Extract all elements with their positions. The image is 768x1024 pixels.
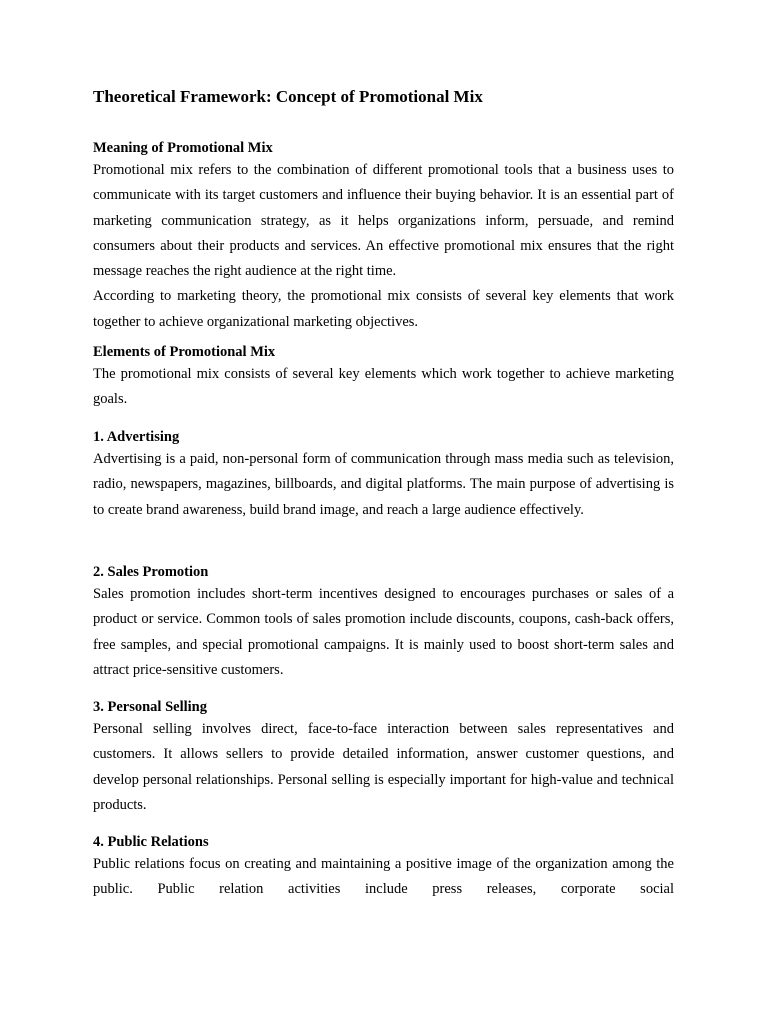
paragraph-meaning-definition: Promotional mix refers to the combination of different promotional tools that a business uses to communicate with its target customers and influence their buying behavior. It is an essential part of marketing communication strategy, as it helps organizations inform, persuade, and remind consumers about their products and services. An effective promotional mix ensures that the right message reaches the right audience at the right time. — [93, 162, 674, 280]
paragraph-advertising: Advertising is a paid, non-personal form of communication through mass media such as television, radio, newspapers, magazines, billboards, and digital platforms. The main purpose of advertising is to create brand awareness, build brand image, and reach a large audience effectively. — [93, 451, 674, 518]
section-heading-elements: Elements of Promotional Mix — [93, 344, 276, 360]
section-meaning — [93, 138, 674, 335]
section-public-relations — [93, 832, 674, 903]
section-personal-selling — [93, 697, 674, 818]
paragraph-meaning-theory: According to marketing theory, the promotional mix consists of several key elements that work together to achieve organizational marketing objectives. — [93, 288, 674, 330]
section-heading-sales-promotion: 2. Sales Promotion — [93, 564, 209, 580]
document-page — [93, 0, 674, 1024]
document-title: Theoretical Framework: Concept of Promotional Mix — [93, 87, 483, 106]
section-elements — [93, 342, 674, 413]
paragraph-personal-selling: Personal selling involves direct, face-to-face interaction between sales representatives and customers. It allows sellers to provide detailed information, answer customer questions, and develop personal relationships. Personal selling is especially important for high-value and technical products. — [93, 721, 674, 813]
section-advertising — [93, 427, 674, 523]
paragraph-elements: The promotional mix consists of several key elements which work together to achieve marketing goals. — [93, 366, 674, 408]
section-heading-meaning: Meaning of Promotional Mix — [93, 140, 273, 156]
section-sales-promotion — [93, 562, 674, 683]
section-heading-advertising: 1. Advertising — [93, 429, 180, 445]
paragraph-public-relations: Public relations focus on creating and maintaining a positive image of the organization among the public. Public relation activities include press releases, corporate social — [93, 856, 674, 898]
section-heading-personal-selling: 3. Personal Selling — [93, 699, 207, 715]
paragraph-sales-promotion: Sales promotion includes short-term incentives designed to encourages purchases or sales of a product or service. Common tools of sales promotion include discounts, coupons, cash-back offers, free samples, and special promotional campaigns. It is mainly used to boost short-term sales and attract price-sensitive customers. — [93, 586, 674, 678]
section-heading-public-relations: 4. Public Relations — [93, 834, 209, 850]
